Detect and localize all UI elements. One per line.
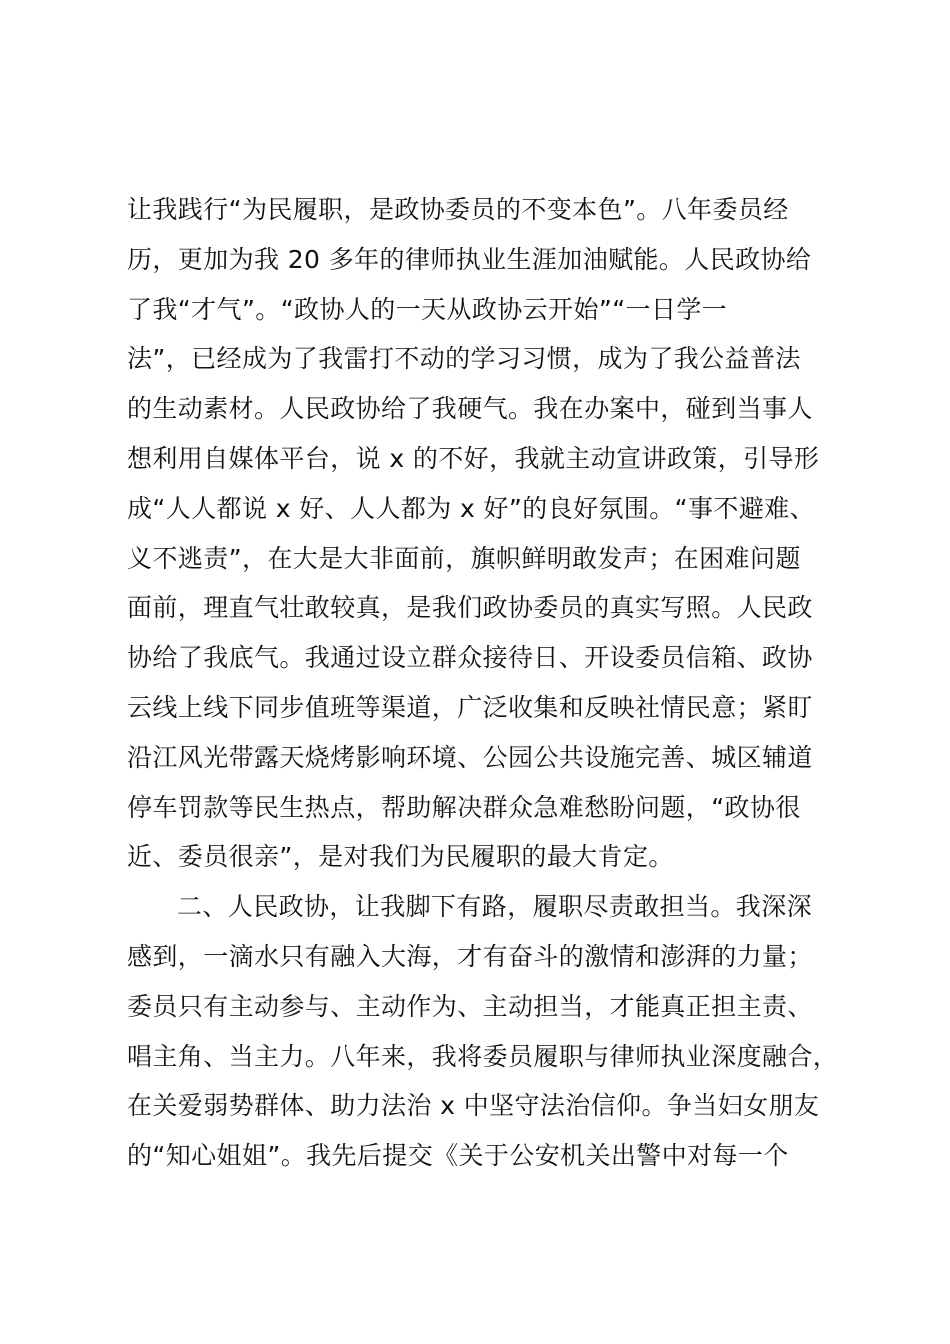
text-line: 的“知心姐姐”。我先后提交《关于公安机关出警中对每一个 — [127, 1141, 789, 1171]
text-line: 让我践行“为民履职，是政协委员的不变本色”。八年委员经 — [127, 195, 789, 224]
text-line: 沿江风光带露天烧烤影响环境、公园公共设施完善、城区辅道 — [127, 742, 813, 772]
text-line: 历，更加为我 20 多年的律师执业生涯加油赋能。人民政协给 — [127, 244, 812, 274]
text-line: 近、委员很亲”，是对我们为民履职的最大肯定。 — [127, 842, 674, 872]
text-line: 义不逃责”，在大是大非面前，旗帜鲜明敢发声；在困难问题 — [127, 543, 801, 573]
text-line: 云线上线下同步值班等渠道，广泛收集和反映社情民意；紧盯 — [127, 692, 813, 722]
text-line: 法”，已经成为了我雷打不动的学习习惯，成为了我公益普法 — [127, 344, 801, 374]
section-heading-line: 二、人民政协，让我脚下有路，履职尽责敢担当。我深深 — [177, 892, 813, 922]
body-text — [127, 185, 847, 1181]
text-line: 停车罚款等民生热点，帮助解决群众急难愁盼问题，“政协很 — [127, 792, 801, 822]
text-line: 协给了我底气。我通过设立群众接待日、开设委员信箱、政协 — [127, 643, 813, 673]
text-line: 面前，理直气壮敢较真，是我们政协委员的真实写照。人民政 — [127, 593, 813, 623]
text-line: 委员只有主动参与、主动作为、主动担当，才能真正担主责、 — [127, 991, 813, 1021]
text-line: 唱主角、当主力。八年来，我将委员履职与律师执业深度融合， — [127, 1041, 839, 1071]
text-line: 了我“才气”。“政协人的一天从政协云开始”“一日学一 — [127, 294, 728, 324]
text-line: 的生动素材。人民政协给了我硬气。我在办案中，碰到当事人 — [127, 394, 813, 424]
text-line: 感到，一滴水只有融入大海，才有奋斗的激情和澎湃的力量； — [127, 941, 813, 971]
text-line: 在关爱弱势群体、助力法治 x 中坚守法治信仰。争当妇女朋友 — [127, 1091, 820, 1121]
text-line: 想利用自媒体平台，说 x 的不好，我就主动宣讲政策，引导形 — [127, 443, 820, 473]
text-line: 成“人人都说 x 好、人人都为 x 好”的良好氛围。“事不避难、 — [127, 493, 816, 523]
